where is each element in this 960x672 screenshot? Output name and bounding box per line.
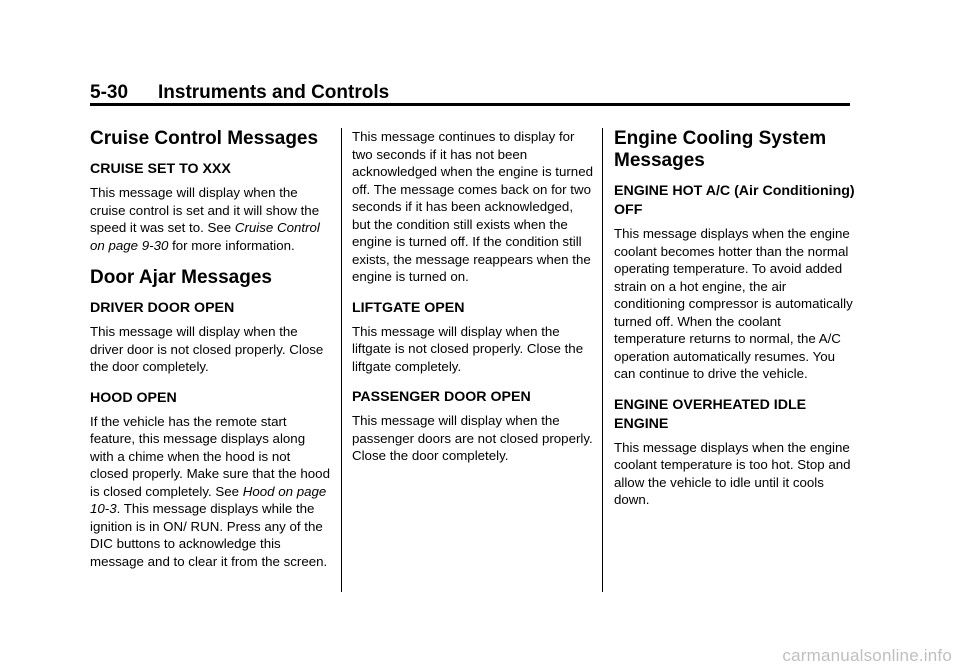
- column-1: [90, 128, 332, 583]
- hood-text-b: . This message displays while the ignition is in ON/ RUN. Press any of the DIC buttons to acknowledge this message and to clear it from the screen.: [90, 501, 328, 569]
- door-ajar-heading: Door Ajar Messages: [90, 267, 272, 288]
- passenger-door-text: This message will display when the passenger doors are not closed properly. Close the door completely.: [352, 413, 593, 463]
- hood-open-subheading: HOOD OPEN: [90, 389, 177, 406]
- liftgate-text: This message will display when the liftgate is not closed properly. Close the liftgate completely.: [352, 323, 584, 374]
- chapter-title: Instruments and Controls: [158, 82, 390, 103]
- column-2: [352, 128, 594, 478]
- driver-door-text: This message will display when the driver door is not closed properly. Close the door completely.: [90, 324, 324, 374]
- column-3: [614, 128, 856, 522]
- hood-xref-link[interactable]: Hood on page 10-3: [90, 483, 327, 516]
- engine-cooling-heading: Engine Cooling System Messages: [614, 128, 827, 171]
- column-divider-2: [602, 128, 603, 592]
- watermark: carmanualsonline.info: [782, 646, 952, 665]
- engine-hot-ac-subheading: ENGINE HOT A/C (Air Conditioning) OFF: [614, 183, 855, 218]
- cruise-heading: Cruise Control Messages: [90, 128, 319, 149]
- engine-overheated-subheading: ENGINE OVERHEATED IDLE ENGINE: [614, 396, 807, 432]
- page-header: [90, 82, 850, 104]
- driver-door-subheading: DRIVER DOOR OPEN: [90, 300, 235, 316]
- cruise-xref-link[interactable]: Cruise Control on page 9-30: [90, 220, 320, 253]
- engine-hot-ac-text: This message displays when the engine coolant becomes hotter than the normal operating temperature. To avoid added strain on a hot engine, the air conditioning compressor is automatically turned off. When the coolant temperature returns to normal, the A/C operation automatically resumes. You can continue to drive the vehicle.: [614, 226, 853, 381]
- cruise-set-text: [90, 184, 332, 254]
- passenger-door-subheading: PASSENGER DOOR OPEN: [352, 389, 531, 405]
- page-number: 5-30: [90, 82, 129, 103]
- cruise-set-subheading: CRUISE SET TO XXX: [90, 161, 231, 177]
- liftgate-subheading: LIFTGATE OPEN: [352, 299, 465, 316]
- header-rule: [90, 103, 850, 106]
- hood-continued-text: This message continues to display for two seconds if it has not been acknowledged when the engine is turned off. The message comes back on for two seconds if it has been acknowledged, but the condition still exists when the engine is turned off. If the condition still exists, the message reappears when the engine is turned on.: [352, 129, 593, 284]
- hood-text-a: If the vehicle has the remote start feature, this message displays along with a chime when the hood is not closed properly. Make sure that the hood is closed completely. See: [90, 413, 330, 499]
- column-divider-1: [341, 128, 342, 592]
- engine-overheated-text: This message displays when the engine coolant temperature is too hot. Stop and allow the vehicle to idle until it cools down.: [614, 439, 851, 507]
- cruise-text-a: This message will display when the cruise control is set and it will show the speed it was set to. See: [90, 185, 320, 235]
- hood-open-text: [90, 413, 332, 571]
- cruise-text-b: for more information.: [168, 237, 295, 253]
